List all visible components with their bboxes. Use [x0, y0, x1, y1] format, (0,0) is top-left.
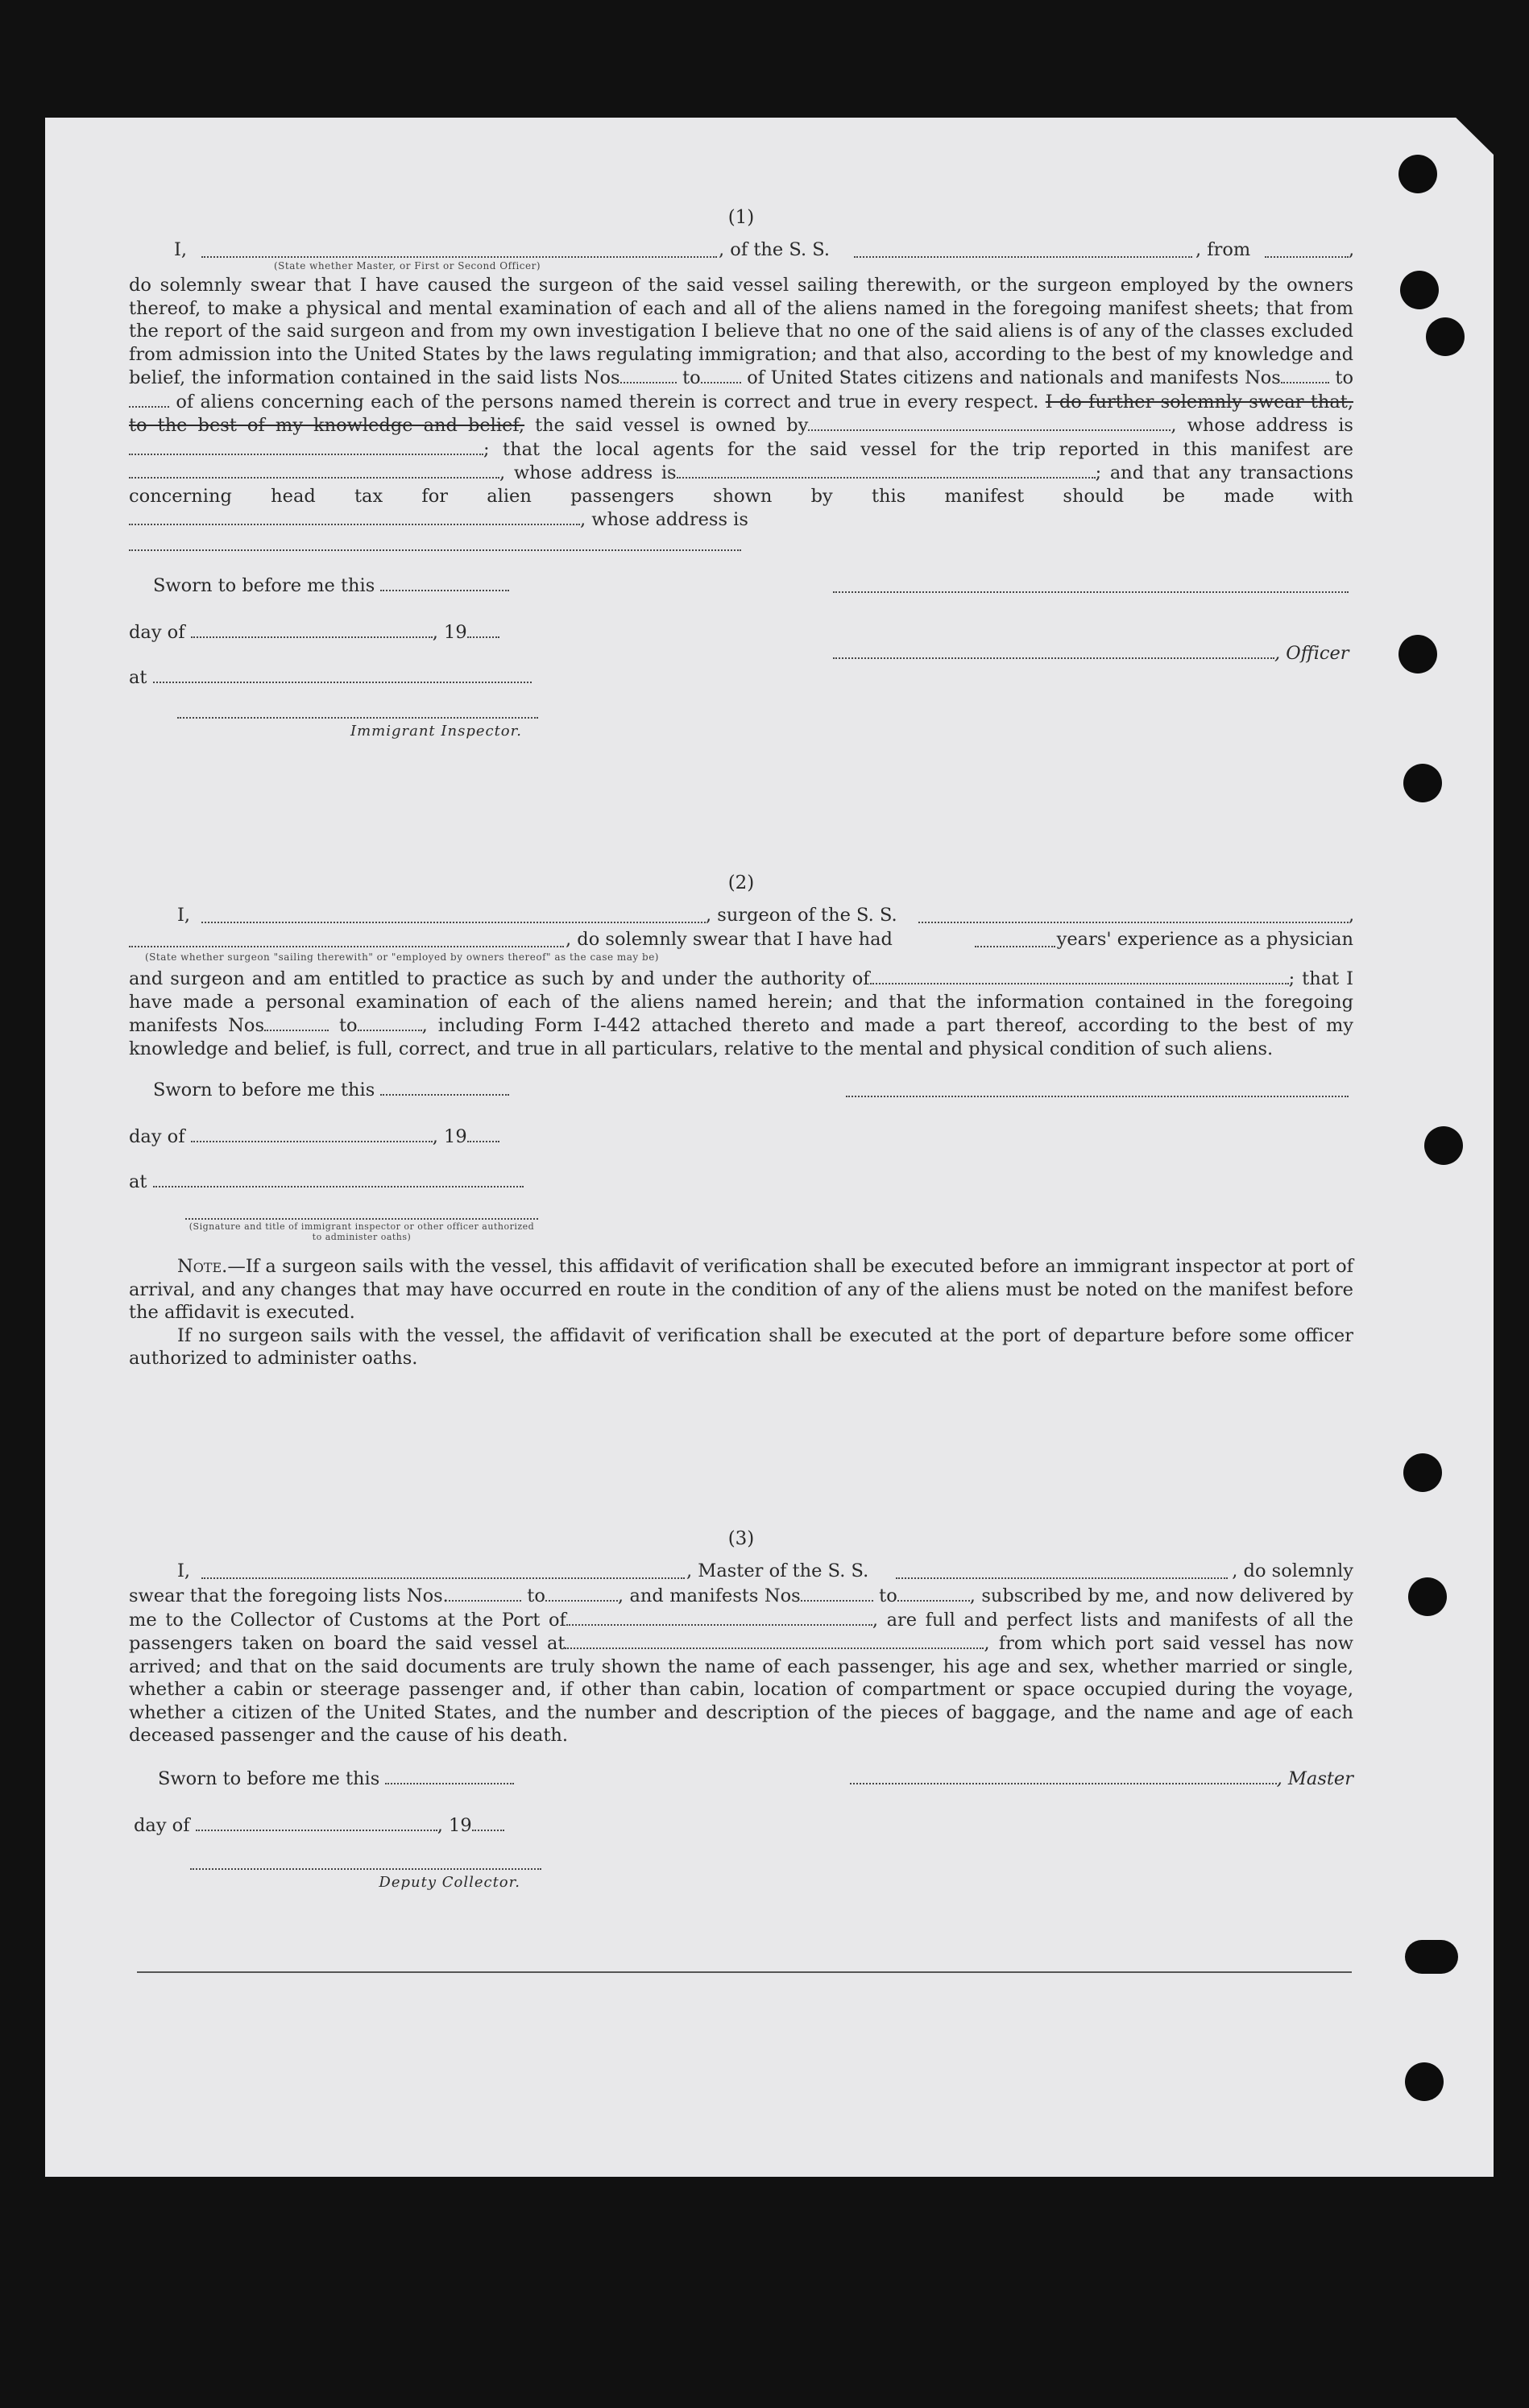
body-text: to [682, 367, 701, 388]
section-1 [129, 201, 1353, 751]
punch-hole [1398, 635, 1437, 673]
label-years: years' experience as a physician [1056, 929, 1353, 950]
day-of-label: day of [129, 1126, 185, 1147]
body-text: to [879, 1585, 897, 1606]
sworn-label: Sworn to before me this [153, 574, 375, 596]
port-field[interactable] [566, 1608, 872, 1626]
day-of-label: day of [129, 621, 185, 643]
section-2-body [129, 967, 1353, 1060]
section-2-signatures [129, 1078, 1353, 1255]
list-from-field[interactable] [449, 1584, 521, 1602]
punch-hole [1408, 1577, 1447, 1616]
section-1-body [129, 274, 1353, 532]
master-vessel-field[interactable] [896, 1561, 1228, 1579]
at-place-field[interactable] [153, 665, 532, 683]
note-text: If no surgeon sails with the vessel, the affidavit of verification shall be executed at the port of departure before some officer authorized to administer oaths. [129, 1324, 1353, 1369]
surgeon-swear-line [129, 928, 1353, 951]
manifest-from-field[interactable] [801, 1584, 873, 1602]
manifest-to-field[interactable] [358, 1013, 422, 1031]
body-text: that the local agents for the said vessel for the trip reported in this manifest are [503, 438, 1353, 460]
vessel-name-field[interactable] [854, 240, 1192, 258]
sworn-day-field[interactable] [385, 1767, 514, 1784]
punch-hole [1398, 155, 1437, 193]
label-i: I, [177, 905, 191, 926]
body-text: ; and that any transactions concerning head tax for alien passengers shown by this manifest should be made with [129, 462, 1353, 507]
year-field[interactable] [467, 620, 499, 638]
signature-field[interactable] [833, 575, 1349, 593]
note-label: Note. [177, 1256, 228, 1277]
label-i: I, [174, 239, 188, 260]
label-from: , from [1195, 239, 1251, 260]
list-to-field[interactable] [545, 1584, 618, 1602]
owner-field[interactable] [808, 413, 1171, 431]
master-header-line [129, 1560, 1353, 1584]
body-text: ; [483, 438, 490, 460]
years-field[interactable] [975, 930, 1055, 947]
body-text: , subscribed by me, and now delivered by me to the Collector of Customs at the Port of [129, 1585, 1353, 1631]
section-2 [129, 867, 1353, 1370]
at-line [129, 665, 532, 690]
list-no-from-field[interactable] [620, 366, 677, 383]
master-signature-field[interactable] [850, 1767, 1277, 1784]
inspector-signature [177, 717, 538, 744]
day-month-field[interactable] [191, 620, 433, 638]
year-field[interactable] [472, 1813, 504, 1831]
at-label: at [129, 1171, 147, 1192]
sworn-line [153, 574, 509, 598]
section-number: (1) [727, 207, 755, 228]
oath-header-line [129, 238, 1353, 263]
signature-note: (Signature and title of immigrant inspector or other officer authorized to administer oaths) [189, 1221, 535, 1242]
section-3-signatures [129, 1767, 1353, 1912]
day-of-line [129, 1125, 499, 1149]
body-text: , are full and perfect lists and manifests of all the passengers taken on board the said vessel at [129, 1609, 1353, 1654]
punch-hole [1405, 2062, 1444, 2101]
section-number: (3) [727, 1528, 755, 1549]
punch-hole [1426, 317, 1465, 356]
day-month-field[interactable] [196, 1813, 437, 1831]
local-agents-field[interactable] [129, 461, 499, 479]
label-surgeon-of: , surgeon of the S. S. [706, 905, 897, 926]
body-text: that I have made a personal examination of each of the aliens named herein; and that the information contained in the foregoing manifests Nos [129, 968, 1354, 1036]
day-of-line [129, 620, 499, 644]
label-of-ss: , of the S. S. [719, 239, 831, 260]
surgeon-signature-field[interactable] [846, 1080, 1349, 1097]
body-text: of aliens concerning each of the persons named therein is correct and true in every respect. [176, 391, 1039, 412]
sworn-day-field[interactable] [380, 1078, 509, 1096]
punch-hole [1405, 1940, 1458, 1974]
at-line [129, 1170, 524, 1194]
body-text: , and manifests Nos [617, 1585, 801, 1606]
inspector-signature-field[interactable] [185, 1218, 538, 1220]
label-comma: , [1349, 905, 1355, 926]
body-text: , including Form I-442 attached thereto and made a part thereof, according to the best of my knowledge and belief, is full, correct, and true in all particulars, relative to the mental and physical condition of such aliens. [129, 1015, 1353, 1059]
year-label: , 19 [437, 1814, 472, 1836]
officer-rank-note: (State whether Master, or First or Second Officer) [274, 260, 541, 271]
head-tax-field[interactable] [129, 508, 580, 525]
section-3 [129, 1523, 1353, 1912]
label-i: I, [177, 1560, 191, 1581]
officer-line [833, 641, 1349, 665]
manifest-to-field[interactable] [897, 1584, 970, 1602]
note-text: —If a surgeon sails with the vessel, this affidavit of verification shall be executed before an immigrant inspector at port of arrival, and any changes that may have occurred en route in the condition of any of the aliens must be noted on the manifest before the affidavit is executed. [129, 1256, 1353, 1323]
body-text: do solemnly swear that I have caused the surgeon of the said vessel sailing therewith, or the surgeon employed by the owners thereof, to make a physical and mental examination of each and all of the aliens named in the foregoing manifest sheets; that from the report of the said surgeon and from my own investigation I believe that no one of the said aliens is of any of the classes excluded from admission into the United States by the laws regulating immigration; and that also, according to the best of my knowledge and belief, the information contained in the said lists Nos [129, 275, 1353, 388]
day-of-label: day of [134, 1814, 190, 1836]
deputy-signature-field[interactable] [190, 1868, 541, 1870]
body-text: of United States citizens and nationals and manifests Nos [747, 367, 1281, 388]
year-label: , 19 [432, 1126, 467, 1147]
body-text: and surgeon and am entitled to practice as such by and under the authority of [129, 968, 870, 989]
label-comma: , [1349, 239, 1355, 260]
officer-signature-field[interactable] [833, 641, 1274, 659]
year-field[interactable] [467, 1125, 499, 1142]
surgeon-name-field[interactable] [201, 906, 706, 923]
list-no-to-field[interactable] [701, 366, 741, 383]
label-do-swear: , do solemnly swear that I have had [566, 929, 893, 950]
surgeon-note-2 [129, 1324, 1353, 1370]
master-label: , Master [1276, 1768, 1353, 1789]
master-name-field[interactable] [201, 1561, 685, 1579]
section-1-signatures [129, 574, 1353, 751]
officer-label: , Officer [1274, 642, 1349, 664]
body-text: whose address is [513, 462, 677, 483]
body-text: , [499, 462, 506, 483]
body-text: ; [1288, 968, 1295, 989]
punch-hole [1400, 271, 1439, 309]
punch-hole [1403, 1453, 1442, 1492]
surgeon-vessel-field[interactable] [918, 906, 1349, 923]
section-number: (2) [727, 872, 755, 893]
manifest-from-field[interactable] [264, 1013, 329, 1031]
sworn-line [158, 1767, 514, 1791]
body-text: to [527, 1585, 545, 1606]
inspector-signature [185, 1218, 538, 1242]
head-tax-address-field[interactable] [129, 533, 741, 551]
agents-address-field[interactable] [677, 461, 1096, 479]
manifest-no-to-field[interactable] [129, 390, 169, 408]
sworn-label: Sworn to before me this [158, 1768, 380, 1789]
year-label: , 19 [432, 621, 467, 643]
sworn-day-field[interactable] [380, 574, 509, 591]
sworn-line [153, 1078, 509, 1102]
deputy-label: Deputy Collector. [379, 1873, 520, 1891]
authority-field[interactable] [870, 967, 1289, 984]
from-port-field[interactable] [1265, 240, 1349, 258]
section-3-body [129, 1584, 1353, 1747]
inspector-label: Immigrant Inspector. [350, 722, 522, 740]
body-text: the said vessel is owned by [535, 415, 809, 436]
manifest-no-from-field[interactable] [1281, 366, 1329, 383]
inspector-signature-field[interactable] [177, 717, 538, 719]
at-label: at [129, 666, 147, 688]
bottom-rule [137, 1971, 1352, 1973]
day-month-field[interactable] [191, 1125, 433, 1142]
at-place-field[interactable] [153, 1170, 524, 1187]
deputy-signature [190, 1868, 541, 1895]
master-signature-line [850, 1767, 1353, 1791]
surgeon-type-field[interactable] [129, 930, 564, 947]
body-text: swear that the foregoing lists Nos. [129, 1585, 449, 1606]
surgeon-type-note: (State whether surgeon "sailing therewith" or "employed by owners thereof" as the case may be) [145, 951, 659, 963]
body-text: to [1335, 367, 1353, 388]
body-text: , from which port said vessel has now arrived; and that on the said documents are truly shown the name of each passenger, his age and sex, whether married or single, whether a cabin or steerage passenger and, if other than cabin, location of compartment or space occupied during the voyage, whether a citizen of the United States, and the number and description of the pieces of baggage, and the name and age of each deceased passenger and the cause of his death. [129, 1633, 1353, 1746]
officer-name-field[interactable] [201, 240, 717, 258]
body-text: to [339, 1015, 358, 1036]
label-do-solemnly: , do solemnly [1232, 1560, 1353, 1581]
sworn-label: Sworn to before me this [153, 1080, 375, 1100]
struck-text: I do further solemnly swear that, to the best of my knowledge and belief, [129, 391, 1354, 436]
punch-hole [1424, 1126, 1463, 1165]
punch-hole [1403, 764, 1442, 802]
surgeon-header-line [129, 904, 1353, 928]
owner-address-field[interactable] [129, 437, 483, 455]
day-of-line [134, 1813, 504, 1838]
surgeon-note [129, 1255, 1353, 1324]
label-master-of: , Master of the S. S. [686, 1560, 869, 1581]
embark-port-field[interactable] [565, 1631, 984, 1649]
body-text: , whose address is [580, 509, 748, 530]
body-text: , whose address is [1171, 415, 1353, 436]
